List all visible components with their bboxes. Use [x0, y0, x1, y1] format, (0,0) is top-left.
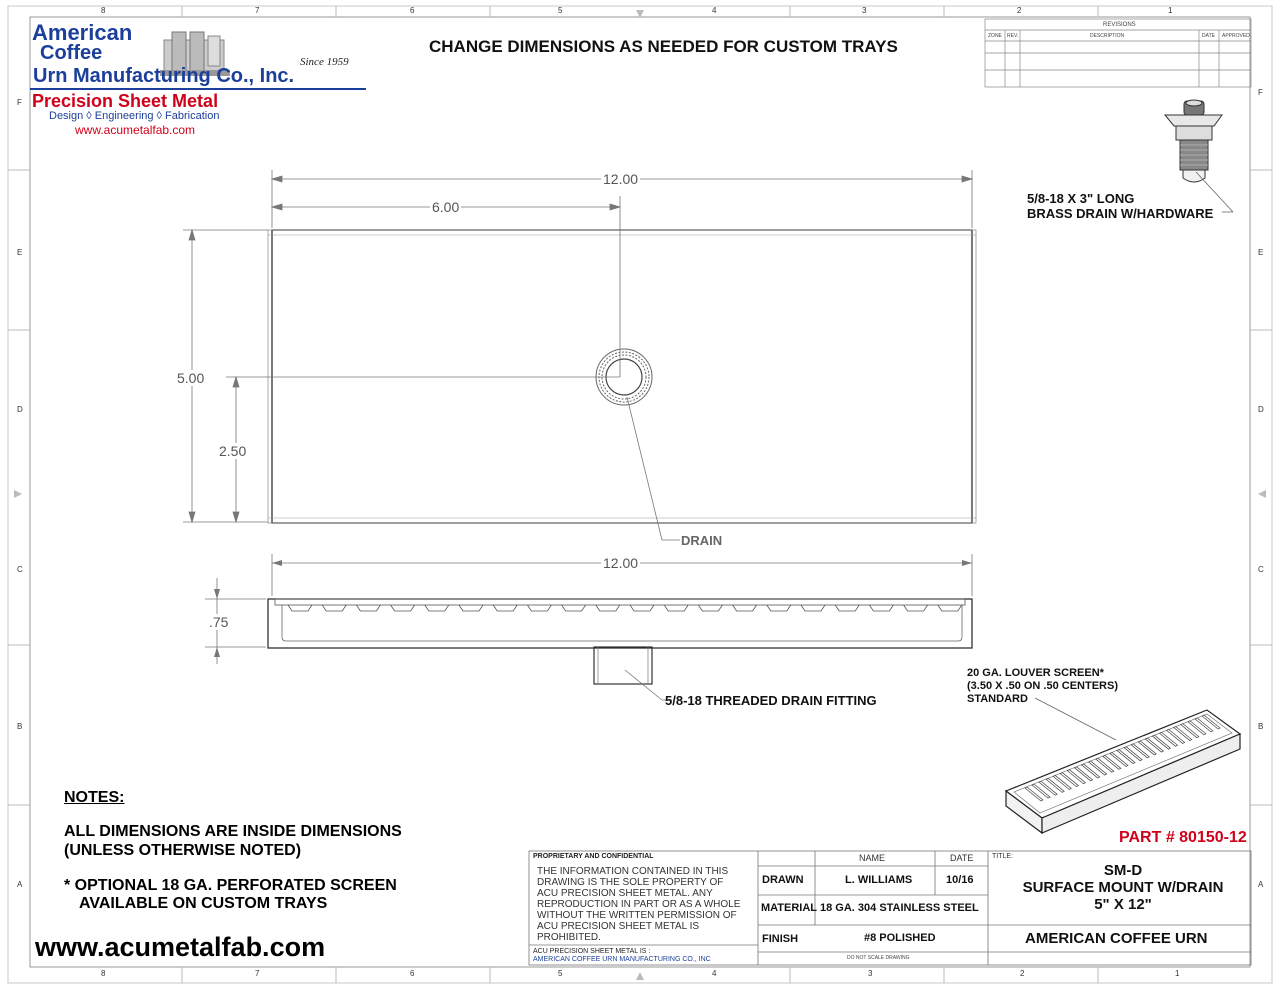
zone-label: F: [1258, 88, 1263, 97]
top-view: [268, 230, 976, 523]
zone-label: 7: [255, 6, 260, 15]
rev-col-description: DESCRIPTION: [1090, 33, 1125, 39]
company-logo: [30, 18, 370, 138]
louver-callout-line3: STANDARD: [967, 693, 1028, 705]
proprietary-line: THE INFORMATION CONTAINED IN THIS: [537, 866, 729, 877]
proprietary-line: PROHIBITED.: [537, 932, 601, 943]
note-1a: ALL DIMENSIONS ARE INSIDE DIMENSIONS: [64, 823, 402, 840]
zone-label: 3: [862, 6, 867, 15]
revisions-table-lines: [985, 19, 1251, 87]
louver-callout-line2: (3.50 X .50 ON .50 CENTERS): [967, 680, 1118, 692]
drawing-title: [988, 862, 1258, 913]
drawing-title-line1: SM-D: [1103, 862, 1143, 879]
finish-value: #8 POLISHED: [864, 932, 936, 944]
dimension-lines: [183, 170, 972, 540]
zone-label: 3: [868, 969, 873, 978]
zone-label: 5: [558, 969, 563, 978]
dimension-top-width: 12.00: [603, 171, 639, 187]
logo-psm: Precision Sheet Metal: [32, 91, 219, 111]
zone-label: D: [17, 405, 23, 414]
drain-hardware-callout-line2: BRASS DRAIN W/HARDWARE: [1027, 206, 1214, 221]
louver-screen-illustration: [1006, 698, 1240, 833]
part-number: PART # 80150-12: [1119, 829, 1247, 846]
proprietary-line: ACU PRECISION SHEET METAL IS: [537, 921, 700, 932]
material-label: MATERIAL: [761, 902, 818, 914]
zone-label: 5: [558, 6, 563, 15]
name-header: NAME: [859, 853, 886, 863]
drawn-name: L. WILLIAMS: [845, 874, 913, 886]
brass-drain-illustration: [1165, 100, 1233, 212]
title-header: TITLE:: [992, 853, 1014, 860]
drawing-title-line2: SURFACE MOUNT W/DRAIN: [1022, 879, 1224, 896]
dimension-half-height: 2.50: [219, 443, 247, 459]
logo-line1: American: [32, 20, 133, 45]
drawn-date: 10/16: [946, 874, 974, 886]
acu-statement-line2: AMERICAN COFFEE URN MANUFACTURING CO., INC: [533, 956, 711, 963]
zone-label: E: [17, 248, 23, 257]
zone-label: F: [17, 98, 22, 107]
date-header: DATE: [950, 853, 974, 863]
drawing-title-line3: 5" X 12": [1094, 896, 1152, 913]
rev-col-approved: APPROVED: [1222, 33, 1250, 39]
drain-callout: DRAIN: [681, 533, 723, 548]
zone-label: C: [17, 565, 23, 574]
side-view: [205, 554, 972, 700]
scale-note: DO NOT SCALE DRAWING: [847, 955, 910, 961]
proprietary-line: DRAWING IS THE SOLE PROPERTY OF: [537, 877, 724, 888]
proprietary-line: ACU PRECISION SHEET METAL. ANY: [537, 888, 713, 899]
louver-callout-line1: 20 GA. LOUVER SCREEN*: [967, 667, 1104, 679]
note-2a: * OPTIONAL 18 GA. PERFORATED SCREEN: [64, 877, 397, 894]
material-value: 18 GA. 304 STAINLESS STEEL: [820, 902, 979, 914]
zone-label: C: [1258, 565, 1264, 574]
revisions-title: REVISIONS: [1103, 22, 1136, 28]
note-1b: (UNLESS OTHERWISE NOTED): [64, 842, 302, 859]
logo-rule: [30, 88, 366, 90]
dimension-height: 5.00: [177, 370, 205, 386]
logo-url: www.acumetalfab.com: [75, 123, 196, 137]
zone-label: 2: [1017, 6, 1022, 15]
zone-label: A: [1258, 880, 1264, 889]
website-link[interactable]: www.acumetalfab.com: [35, 932, 326, 962]
zone-label: 4: [712, 6, 717, 15]
notes-title: NOTES:: [64, 789, 125, 806]
rev-col-rev: REV.: [1007, 33, 1019, 39]
zone-label: 4: [712, 969, 717, 978]
zone-label: 1: [1168, 6, 1173, 15]
zone-label: 8: [101, 969, 106, 978]
drawn-label: DRAWN: [762, 874, 804, 886]
logo-line2: Coffee: [40, 42, 103, 64]
logo-since: Since 1959: [300, 56, 349, 68]
dimension-half-width: 6.00: [432, 199, 460, 215]
dimension-side-width: 12.00: [603, 555, 639, 571]
zone-label: 6: [410, 969, 415, 978]
note-2b: AVAILABLE ON CUSTOM TRAYS: [79, 895, 328, 912]
zone-label: 6: [410, 6, 415, 15]
finish-label: FINISH: [762, 933, 799, 945]
company-name: AMERICAN COFFEE URN: [1025, 930, 1208, 947]
acu-statement-line1: ACU PRECISION SHEET METAL IS :: [533, 948, 651, 955]
proprietary-line: WITHOUT THE WRITTEN PERMISSION OF: [537, 910, 737, 921]
zone-label: B: [17, 722, 23, 731]
dimension-depth: .75: [209, 614, 229, 630]
zone-label: A: [17, 880, 23, 889]
logo-tagline: Design ◊ Engineering ◊ Fabrication: [49, 110, 220, 122]
zone-label: 7: [255, 969, 260, 978]
zone-label: 1: [1175, 969, 1180, 978]
drain-hardware-callout-line1: 5/8-18 X 3" LONG: [1027, 191, 1135, 206]
proprietary-title: PROPRIETARY AND CONFIDENTIAL: [533, 853, 654, 860]
zone-label: E: [1258, 248, 1264, 257]
logo-line3: Urn Manufacturing Co., Inc.: [33, 65, 295, 87]
zone-label: 2: [1020, 969, 1025, 978]
zone-label: D: [1258, 405, 1264, 414]
rev-col-zone: ZONE: [988, 33, 1002, 39]
zone-label: 8: [101, 6, 106, 15]
proprietary-line: REPRODUCTION IN PART OR AS A WHOLE: [537, 899, 741, 910]
page-heading: CHANGE DIMENSIONS AS NEEDED FOR CUSTOM TRAYS: [429, 37, 898, 56]
zone-label: B: [1258, 722, 1264, 731]
rev-col-date: DATE: [1202, 33, 1215, 39]
fitting-callout: 5/8-18 THREADED DRAIN FITTING: [665, 693, 877, 708]
